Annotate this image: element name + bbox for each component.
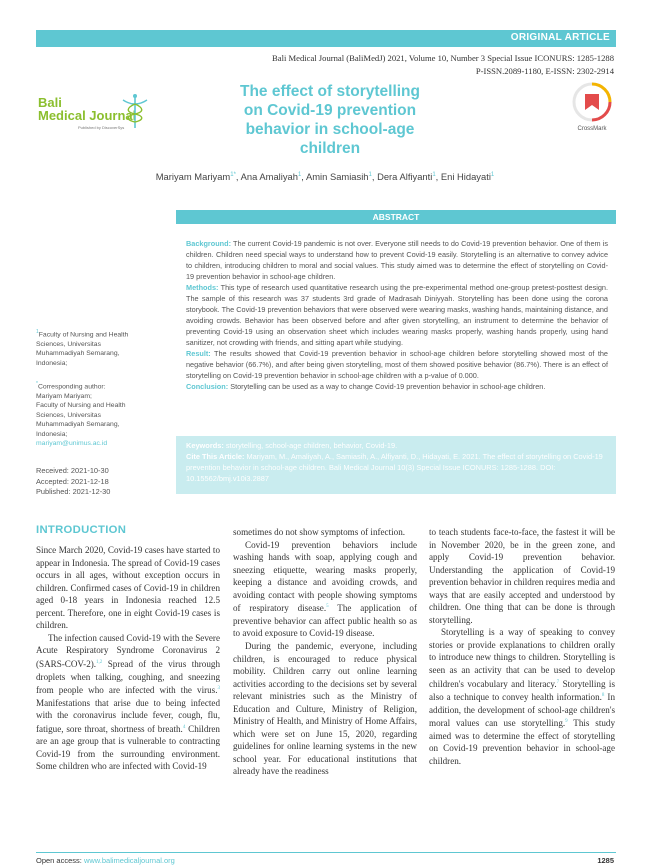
corresponding-email-link[interactable]: mariyam@unimus.ac.id [36, 440, 108, 448]
text-span: In addition, the development of school-age children's moral values can use storytelling. [429, 692, 615, 729]
text-span: Storytelling is a way of speaking to convey stories or provide explanations to children orally to introduce new things to children. Storytelling is seen as an activity that can be used to develop children's vocabulary and literacy. [429, 627, 615, 689]
citation-text: Mariyam, M., Amaliyah, A., Samiasih, A., Alfiyanti, D., Hidayati, E. 2021. The effect of storytelling on Covid-19 prevention behavior in school-age children. Bali Medical Journal 10(3) Special Issue ICONURS: 1285-1288. DOI: 10.15562/bmj.v10i3.2887 [186, 452, 603, 483]
author-affiliation-mark: 1* [230, 171, 236, 178]
abstract-methods [186, 282, 608, 348]
body-column-3 [429, 526, 615, 767]
affiliation-text: Faculty of Nursing and Health Sciences, Universitas Muhammadiyah Semarang, Indonesia; [36, 331, 129, 367]
keywords-text: storytelling, school-age children, behavior, Covid-19. [225, 441, 398, 450]
paragraph: During the pandemic, everyone, including children, is encouraged to reduce physical mobility. Children carry out online learning activities according to the decisions set by several relevant ministries such as the Ministry of Education and Culture, Ministry of Religion, Ministry of Health, and Ministry of Home Affairs, which were set on June 15, 2020, regarding guidelines for online learning systems in the new school year. For educational institutions that already have the readiness [233, 640, 417, 777]
paragraph [36, 632, 220, 773]
page-number: 1285 [597, 856, 614, 865]
received-date: Received: 2021-10-30 [36, 466, 109, 475]
body-column-2 [233, 526, 417, 778]
citation [186, 451, 606, 484]
abstract-text: The current Covid-19 pandemic is not over. Everyone still needs to do Covid-19 prevention behavior. One of them is children. Children need special ways to understand how to prevent Covid-19 easily. Storytelling is an alternative to convey advice to children, introducing children to moral and social values. This study aimed was to determine the effect of storytelling on Covid-19 prevention behavior in school-age children. [186, 239, 608, 281]
affiliation-note [36, 328, 146, 368]
paragraph: Since March 2020, Covid-19 cases have started to appear in Indonesia. The spread of Covid-19 cases occurs in all ages, without exception occurs in children. Confirmed cases of Covid-19 in children aged 0-18 years in Indonesia reached 12.5 percent. Therefore, one in eight Covid-19 cases is children. [36, 545, 220, 631]
open-access-label: Open access: [36, 856, 82, 865]
article-title: The effect of storytelling on Covid-19 prevention behavior in school-age children [240, 83, 420, 157]
abstract-heading: ABSTRACT [176, 210, 616, 224]
corresponding-mark: * [36, 381, 38, 387]
abstract-result [186, 348, 608, 381]
journal-citation-line: Bali Medical Journal (BaliMedJ) 2021, Volume 10, Number 3 Special Issue ICONURS: 1285-1288 [272, 53, 614, 63]
keywords [186, 440, 606, 451]
text-span: Manifestations that arise due to being infected with the coronavirus include fever, cough, flu, fatigue, sore throat, shortness of breath. [36, 697, 220, 734]
author-name: Ana Amaliyah [240, 171, 298, 182]
abstract-label: Methods: [186, 283, 219, 292]
crossmark-label: CrossMark [577, 126, 607, 132]
author-list: Mariyam Mariyam$^{1*}$, Ana Amaliyah$^1$, Amin Samiasih$^1$, Dera Alfiyanti$^1$, Eni Hidayati$^1$ [155, 171, 495, 182]
citation-mark: 3 [217, 686, 220, 692]
journal-url-link[interactable]: www.balimedicaljournal.org [83, 856, 175, 865]
text-span: Children are an age group that is vulnerable to contracting Covid-19 from the surrounding environment. Some children who are infected with Covid-19 [36, 723, 220, 772]
abstract-body [186, 238, 608, 392]
abstract-text: Storytelling can be used as a way to change Covid-19 prevention behavior in school-age children. [230, 382, 546, 391]
paragraph: to teach students face-to-face, the fastest it will be in November 2020, be in the green zone, and apply Covid-19 prevention behavior. Understanding the application of Covid-19 prevention behavior in children requires media and ways that are easily accepted and understood by children. One thing that can be done is through storytelling. [429, 527, 615, 625]
issn-line: P-ISSN.2089-1180, E-ISSN: 2302-2914 [475, 66, 614, 76]
author-affiliation-mark: 1 [368, 171, 372, 178]
corresponding-affiliation: Faculty of Nursing and Health Sciences, Universitas Muhammadiyah Semarang, Indonesia; [36, 402, 126, 438]
citation-mark: 4 [182, 724, 186, 730]
abstract-conclusion [186, 381, 608, 392]
published-date: Published: 2021-12-30 [36, 487, 111, 497]
text-span: Spread of the virus through droplets when talking, coughing, and sneezing from people who are infected with the virus. [36, 658, 220, 696]
logo-tagline: Published by DiscoverSys [78, 125, 125, 130]
author-affiliation-mark: 1 [297, 171, 302, 178]
keywords-label: Keywords: [186, 441, 224, 450]
text-span: The application of preventive behavior can affect public health so as to avoid exposure to Covid-19 disease. [233, 603, 417, 639]
citation-mark: 9 [565, 719, 568, 725]
text-span: The infection caused Covid-19 with the Severe Acute Respiratory Syndrome Coronavirus 2 (SARS-COV-2). [36, 632, 220, 669]
author-name: Eni Hidayati [440, 171, 491, 182]
abstract-label: Conclusion: [186, 382, 229, 391]
text-span: This study aimed was to determine the effect of storytelling on Covid-19 prevention behavior in school-age children. [429, 718, 615, 766]
abstract-text: The results showed that Covid-19 prevention behavior in school-age children before storytelling showed most of the negative behavior (66.7%), and after being given storytelling, most of them showed positive behavior (86.7%). There is an effect of storytelling on Covid-19 prevention behavior in school-age children with a p-value of 0.000. [186, 349, 608, 380]
journal-info [272, 52, 614, 78]
body-column-1 [36, 544, 220, 773]
footer-open-access [36, 856, 175, 865]
citation-mark: 8 [601, 693, 605, 699]
author-affiliation-mark: 1 [490, 171, 495, 178]
author-name: Amin Samiasih [305, 171, 369, 182]
logo-text-line1: Bali [38, 95, 62, 110]
paragraph [429, 626, 615, 767]
corresponding-label: Corresponding author: [37, 383, 106, 391]
abstract-text: This type of research used quantitative research using the pre-experimental method one-group pretest-posttest design. The sample of this research was 37 students 3rd grade of Madrasah Diniyyah. Storytelling has been done using the corona storybook. The Covid-19 prevention behaviors that were observed were wearing masks, washing hands, maintaining distance, and avoiding crowds. Behavior has been observed before and after given storytelling, an instrument to determine the behavior of preventing Covid-19 using an observation sheet which includes wearing masks properly, washing hands properly, using hand sanitizer, not crowding with friends, and sitting apart while studying. [186, 283, 608, 347]
author-affiliation-mark: 1 [432, 171, 436, 178]
article-type-label: ORIGINAL ARTICLE [510, 32, 610, 43]
article-dates [36, 466, 146, 498]
crossmark-badge[interactable] [570, 82, 614, 136]
citation-mark: 7 [556, 679, 560, 685]
text-span: Storytelling is also a technique to convey health information. [429, 678, 615, 703]
paragraph: sometimes do not show symptoms of infection. [233, 527, 406, 537]
author-name: Dera Alfiyanti [377, 171, 433, 182]
paragraph [233, 539, 417, 640]
citation-label: Cite This Article: [186, 452, 245, 461]
crossmark-icon [570, 82, 614, 124]
citation-mark: 1,2 [96, 659, 103, 665]
author-name: Mariyam Mariyam [155, 171, 231, 182]
keywords-citation-box [176, 436, 616, 494]
caduceus-icon [120, 92, 150, 130]
journal-logo [38, 92, 158, 132]
citation-mark: 5 [326, 604, 329, 610]
corresponding-name: Mariyam Mariyam; [36, 392, 92, 400]
corresponding-author-note [36, 380, 146, 449]
abstract-background [186, 238, 608, 282]
article-type-banner [36, 30, 616, 47]
abstract-label: Background: [186, 239, 231, 248]
introduction-heading: INTRODUCTION [36, 524, 127, 536]
affiliation-mark: 1 [36, 329, 39, 335]
footer-divider [36, 852, 616, 853]
abstract-label: Result: [186, 349, 211, 358]
text-span: Covid-19 prevention behaviors include washing hands with soap, applying cough and sneezing etiquette, wearing masks properly, keeping a distance and avoiding crowds, and avoiding contact with people showing symptoms of respiratory disease. [233, 539, 417, 614]
accepted-date: Accepted: 2021-12-18 [36, 476, 109, 486]
logo-text-line2: Medical Journal [38, 108, 137, 123]
